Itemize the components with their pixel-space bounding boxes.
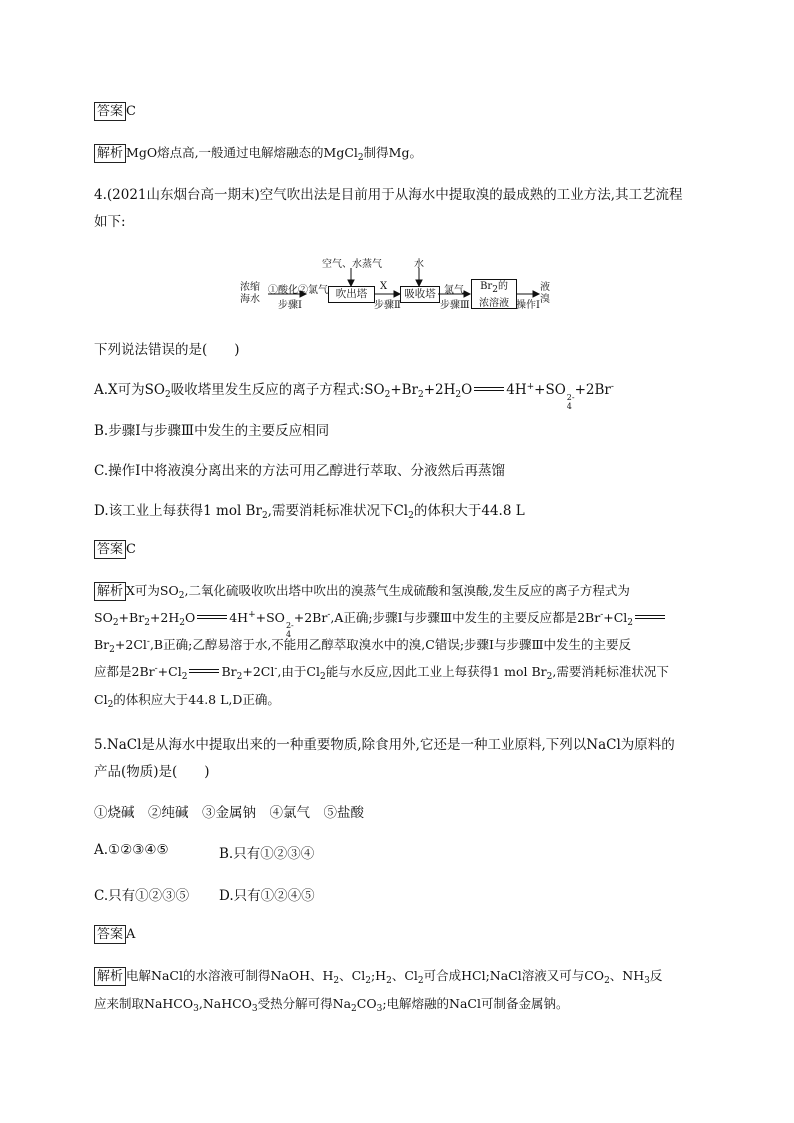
answer-value: C <box>126 542 136 557</box>
flow-absorption-tower: 吸收塔 <box>400 286 440 303</box>
q4-option-d: D.该工业上每获得1 mol $Br_2$,需要消耗标准状况下$Cl_2$的体积大于44.8 L <box>94 503 525 521</box>
explanation-text: MgO熔点高,一般通过电解熔融态的MgCl$_2$制得Mg。 <box>126 145 422 163</box>
flow-liquid-bromine: 液 溴 <box>540 282 550 305</box>
explanation-tag: 解析 <box>94 582 126 601</box>
q5-option-d: D.只有①②④⑤ <box>219 888 315 904</box>
q4-explanation-line3: $Br_2+2Cl^-,B$正确;乙醇易溶于水,不能用乙醇萃取溴水中的溴,C错误;步骤Ⅰ与步骤Ⅲ中发生的主要反 <box>94 637 632 655</box>
explanation-row-1 <box>94 143 422 163</box>
q5-stem-line2: 产品(物质)是( ) <box>94 764 210 780</box>
answer-tag: 答案 <box>94 102 126 121</box>
q4-question: 下列说法错误的是( ) <box>94 342 240 358</box>
q4-explanation-line5: $Cl_2$的体积应大于44.8 L,D正确。 <box>94 692 280 710</box>
q5-option-c: C.只有①②③⑤ <box>94 888 190 904</box>
q4-stem-line2: 如下: <box>94 214 126 230</box>
q4-option-a: A.X可为$SO_2$吸收塔里发生反应的离子方程式$:SO_2+Br_2+2H_2O$ 4H++SO 2- 4 +2Br- <box>94 382 614 411</box>
flow-water-input: 水 <box>414 259 424 270</box>
equals-sign <box>474 387 504 391</box>
q5-option-b: B.只有①②③④ <box>219 846 315 862</box>
flow-operation1: 操作Ⅰ <box>516 300 540 311</box>
flow-step1-bottom: 步骤Ⅰ <box>278 300 302 311</box>
process-flow-diagram <box>240 250 560 320</box>
flow-step3: 步骤Ⅲ <box>440 300 470 311</box>
q4-explanation-line1: 解析 X可为$SO_2$,二氧化硫吸收吹出塔中吹出的溴蒸气生成硫酸和氢溴酸,发生反应的离子方程式为 <box>94 581 630 601</box>
flow-blow-out-tower: 吹出塔 <box>328 286 375 303</box>
q5-product-list: ①烧碱 ②纯碱 ③金属钠 ④氯气 ⑤盐酸 <box>94 805 364 821</box>
q4-explanation-line4: 应都是$2Br^-+Cl_2$ $Br_2+2Cl^-$,由于$Cl_2$能与水反应,因此工业上每获得1 mol $Br_2$,需要消耗标准状况下 <box>94 664 669 682</box>
q4-explanation-line2: $SO_2+Br_2+2H_2O$ 4H++SO 2- 4 +2Br-,A正确;步骤Ⅰ与步骤Ⅲ中发生的主要反应都是$2Br^-+Cl_2$ <box>94 608 667 639</box>
explanation-tag: 解析 <box>94 967 126 986</box>
explanation-tag: 解析 <box>94 144 126 163</box>
answer-row-1 <box>94 102 136 121</box>
flow-chlorine-label: 氯气 <box>444 285 464 296</box>
answer-tag: 答案 <box>94 540 126 559</box>
q4-stem-line1: 4.(2021山东烟台高一期末)空气吹出法是目前用于从海水中提取溴的最成熟的工业方法,其工艺流程 <box>94 187 683 203</box>
flow-air-input: 空气、水蒸气 <box>322 259 382 270</box>
flow-step2: 步骤Ⅱ <box>374 300 401 311</box>
flow-input: 浓缩 海水 <box>240 282 260 305</box>
answer-tag: 答案 <box>94 925 126 944</box>
flow-br2-concentrate: Br2的 浓溶液 <box>471 279 517 309</box>
q5-stem-line1: 5.NaCl是从海水中提取出来的一种重要物质,除食用外,它还是一种工业原料,下列以NaCl为原料的 <box>94 737 675 753</box>
flow-x-label: X <box>380 281 388 292</box>
answer-value: A <box>126 927 136 942</box>
q5-explanation-line2: 应来制取NaHCO$_3$,NaHCO$_3$受热分解可得$Na_2CO_3$;电解熔融的NaCl可制备金属钠。 <box>94 996 569 1014</box>
q4-option-c: C.操作Ⅰ中将液溴分离出来的方法可用乙醇进行萃取、分液然后再蒸馏 <box>94 463 505 479</box>
answer-value: C <box>126 104 136 119</box>
q4-answer-row <box>94 540 136 559</box>
q5-explanation-line1: 解析 电解NaCl的水溶液可制得NaOH、$H_2$、$Cl_2;H_2$、$Cl_2$可合成HCl;NaCl溶液又可与$CO_2$、$NH_3$反 <box>94 966 662 986</box>
flow-step1-top: ①酸化②氯气 <box>268 285 328 296</box>
q5-option-a: A.①②③④⑤ <box>94 842 169 858</box>
q5-answer-row <box>94 925 135 944</box>
q4-option-b: B.步骤Ⅰ与步骤Ⅲ中发生的主要反应相同 <box>94 423 330 439</box>
